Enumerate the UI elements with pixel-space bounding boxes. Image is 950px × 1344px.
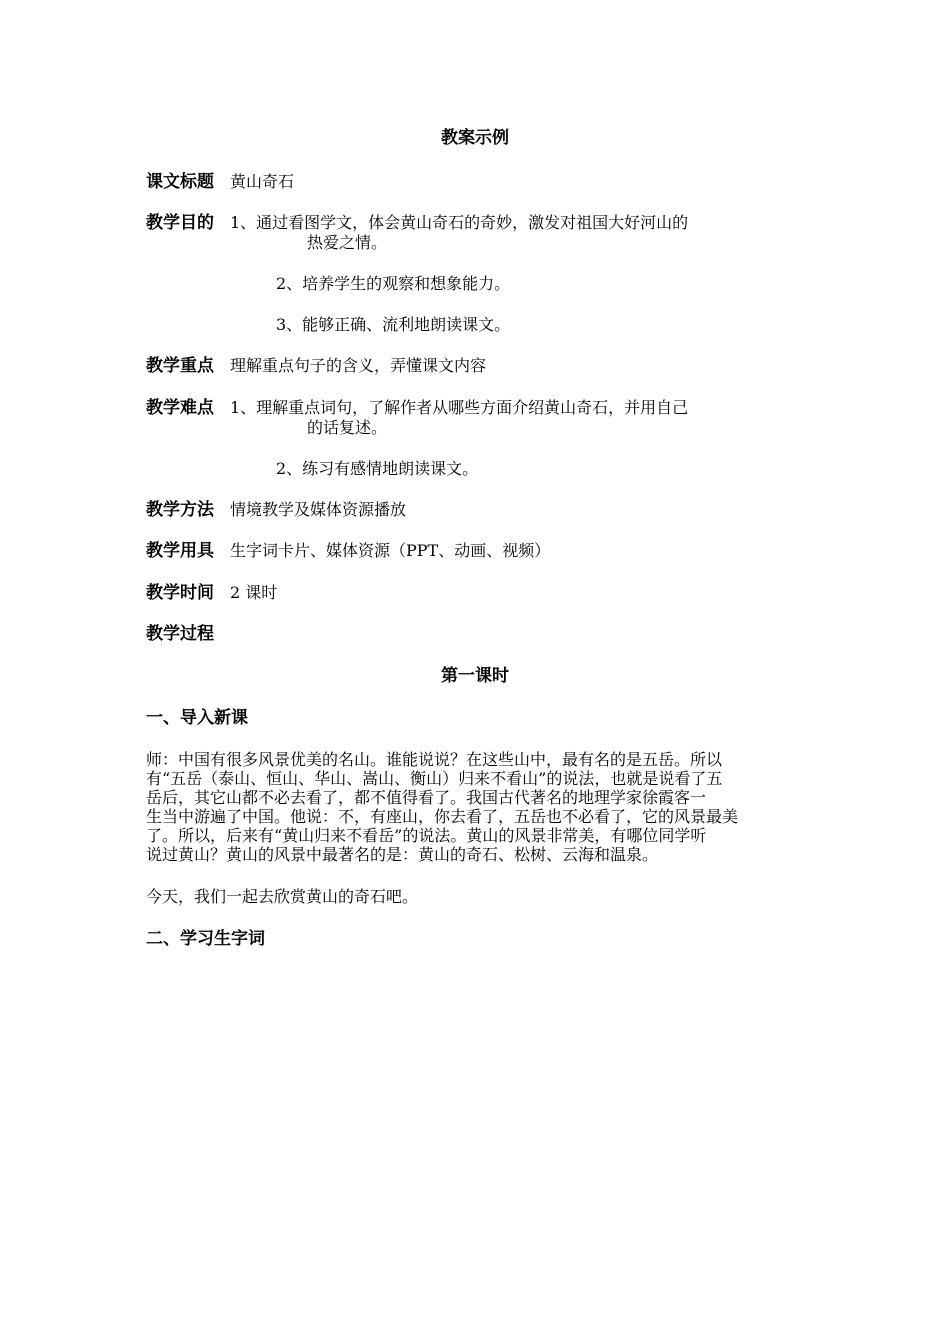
paragraph-line-3: 岳后，其它山都不必去看了，都不值得看了。我国古代著名的地理学家徐霞客一: [146, 788, 707, 807]
objective-3: 3、能够正确、流利地朗读课文。: [276, 315, 511, 334]
paragraph-line-1: 师：中国有很多风景优美的名山。谁能说说？在这些山中，最有名的是五岳。所以: [146, 750, 723, 769]
section-1-heading: 一、导入新课: [146, 708, 248, 728]
session-title: 第一课时: [441, 666, 509, 686]
method-row: [146, 500, 406, 520]
tools-value: 生字词卡片、媒体资源（PPT、动画、视频）: [230, 541, 551, 560]
lesson-title-value: 黄山奇石: [230, 172, 295, 191]
tools-row: [146, 541, 550, 561]
difficulties-label: 教学难点: [146, 398, 214, 418]
paragraph-line-4: 生当中游遍了中国。他说：不，有座山，你去看了，五岳也不必看了，它的风景最美: [146, 807, 739, 826]
time-value: 2 课时: [230, 583, 278, 602]
section-1-paragraph-2: 今天，我们一起去欣赏黄山的奇石吧。: [146, 887, 419, 906]
tools-label: 教学用具: [146, 541, 214, 561]
objective-1-line2: 热爱之情。: [307, 233, 388, 252]
difficulty-2: 2、练习有感情地朗读课文。: [276, 459, 479, 478]
section-1-paragraph: [146, 750, 808, 864]
document-title: 教案示例: [441, 128, 509, 148]
difficulties-row: [146, 398, 688, 418]
lesson-title-row: [146, 172, 294, 192]
difficulty-1-line2: 的话复述。: [307, 418, 388, 437]
key-points-label: 教学重点: [146, 356, 214, 376]
paragraph-line-2: 有“五岳（泰山、恒山、华山、嵩山、衡山）归来不看山”的说法，也就是说看了五: [146, 769, 723, 788]
difficulty-1-line1: 1、理解重点词句，了解作者从哪些方面介绍黄山奇石，并用自己: [230, 398, 689, 417]
lesson-title-label: 课文标题: [146, 172, 214, 192]
key-points-value: 理解重点句子的含义，弄懂课文内容: [230, 356, 487, 375]
process-label: 教学过程: [146, 624, 214, 644]
time-row: [146, 583, 277, 603]
paragraph-line-6: 说过黄山？黄山的风景中最著名的是：黄山的奇石、松树、云海和温泉。: [146, 845, 659, 864]
objective-2: 2、培养学生的观察和想象能力。: [276, 274, 511, 293]
objectives-label: 教学目的: [146, 213, 214, 233]
paragraph-line-5: 了。所以，后来有“黄山归来不看岳”的说法。黄山的风景非常美，有哪位同学听: [146, 826, 707, 845]
process-row: [146, 624, 230, 644]
time-label: 教学时间: [146, 583, 214, 603]
objectives-row: [146, 213, 688, 233]
method-value: 情境教学及媒体资源播放: [230, 500, 407, 519]
method-label: 教学方法: [146, 500, 214, 520]
key-points-row: [146, 356, 486, 376]
objective-1-line1: 1、通过看图学文，体会黄山奇石的奇妙，激发对祖国大好河山的: [230, 213, 689, 232]
section-2-heading: 二、学习生字词: [146, 929, 265, 949]
